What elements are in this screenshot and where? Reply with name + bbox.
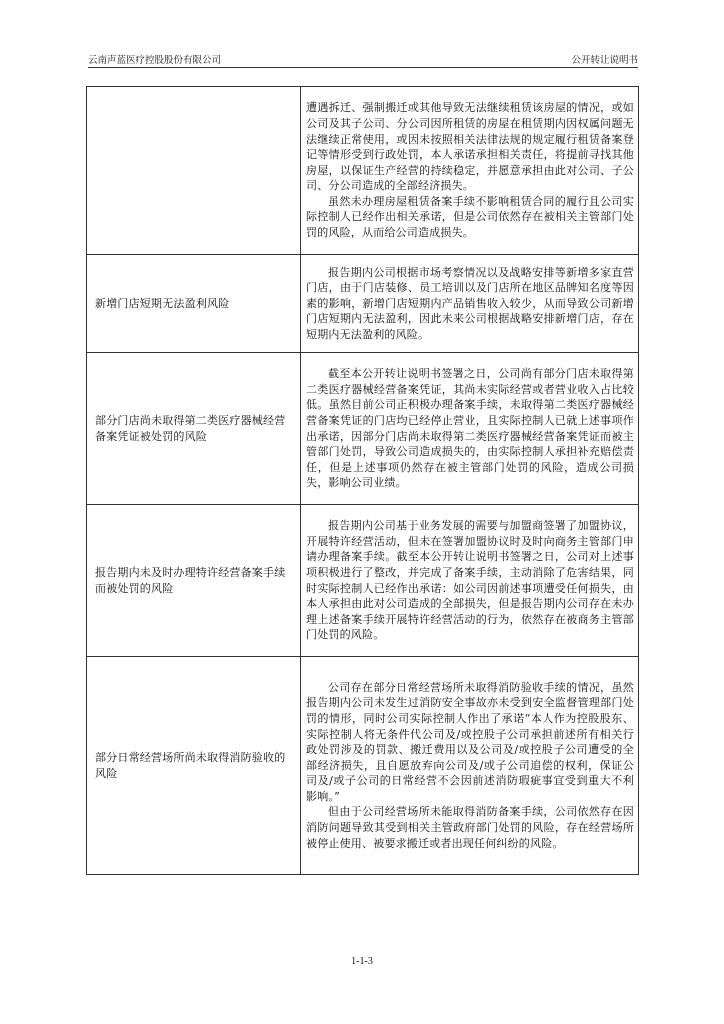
risk-description-paragraph: 报告期内公司基于业务发展的需要与加盟商签署了加盟协议，开展特许经营活动，但未在签署加盟协议时及时向商务主管部门申请办理备案手续。截至本公开转让说明书签署之日，公司对上述事项积极进行了整改，并完成了备案手续，主动消除了危害结果，同时实际控制人已经作出承诺：如公司因前述事项遭受任何损失，由本人承担由此对公司造成的全部损失，但是报告期内公司存在未办理上述备案手续开展特许经营活动的行为，依然存在被商务主管部门处罚的风险。 bbox=[306, 519, 634, 642]
header-divider bbox=[88, 67, 638, 68]
risk-name-cell: 部分门店尚未取得第二类医疗器械经营备案凭证被处罚的风险 bbox=[87, 353, 301, 505]
table-row bbox=[87, 87, 639, 255]
page-number: 1-1-3 bbox=[351, 956, 373, 967]
risk-name-cell: 部分日常经营场所尚未取得消防验收的风险 bbox=[87, 657, 301, 875]
risk-table bbox=[86, 86, 639, 875]
table-row bbox=[87, 353, 639, 505]
risk-description-cell bbox=[301, 505, 639, 657]
risk-description-paragraph: 虽然未办理房屋租赁备案手续不影响租赁合同的履行且公司实际控制人已经作出相关承诺，但是公司依然存在被相关主管部门处罚的风险，从而给公司造成损失。 bbox=[306, 194, 634, 240]
risk-description-paragraph: 但由于公司经营场所未能取得消防备案手续，公司依然存在因消防问题导致其受到相关主管政府部门处罚的风险，存在经营场所被停止使用、被要求搬迁或者出现任何纠纷的风险。 bbox=[306, 805, 634, 850]
risk-description-paragraph: 报告期内公司根据市场考察情况以及战略安排等新增多家直营门店，由于门店装修、员工培训以及门店所在地区品牌知名度等因素的影响，新增门店短期内产品销售收入较少，从而导致公司新增门店短期内无法盈利，因此未来公司根据战略安排新增门店，存在短期内无法盈利的风险。 bbox=[306, 265, 634, 341]
risk-description-paragraph: 公司存在部分日常经营场所未取得消防验收手续的情况，虽然报告期内公司未发生过消防安全事故亦未受到安全监督管理部门处罚的情形，同时公司实际控制人作出了承诺“本人作为控股股东、实际控制人将无条件代公司及/或控股子公司承担前述所有相关行政处罚涉及的罚款、搬迁费用以及公司及/或控股子公司遭受的全部经济损失，且自愿放弃向公司及/或子公司追偿的权利，保证公司及/或子公司的日常经营不会因前述消防瑕疵事宜受到重大不利影响。” bbox=[306, 680, 634, 803]
risk-description-paragraph: 遭遇拆迁、强制搬迁或其他导致无法继续租赁该房屋的情况，或如公司及其子公司、分公司因所租赁的房屋在租赁期内因权属问题无法继续正常使用，或因未按照相关法律法规的规定履行租赁备案登记等情形受到行政处罚，本人承诺承担相关责任，将提前寻找其他房屋，以保证生产经营的持续稳定，并愿意承担由此对公司、子公司、分公司造成的全部经济损失。 bbox=[306, 101, 634, 193]
header-document-title: 公开转让说明书 bbox=[571, 55, 638, 66]
risk-description-paragraph: 截至本公开转让说明书签署之日，公司尚有部分门店未取得第二类医疗器械经营备案凭证，其尚未实际经营或者营业收入占比较低。虽然目前公司正积极办理备案手续，未取得第二类医疗器械经营备案凭证的门店均已经停止营业，且实际控制人已就上述事项作出承诺，因部分门店尚未取得第二类医疗器械经营备案凭证而被主管部门处罚，导致公司造成损失的，由实际控制人承担补充赔偿责任，但是上述事项仍然存在被主管部门处罚的风险，造成公司损失，影响公司业绩。 bbox=[306, 367, 634, 490]
table-row bbox=[87, 505, 639, 657]
risk-description-cell bbox=[301, 87, 639, 255]
risk-description-cell bbox=[301, 353, 639, 505]
table-row bbox=[87, 255, 639, 353]
risk-description-cell bbox=[301, 657, 639, 875]
risk-name-cell: 报告期内未及时办理特许经营备案手续而被处罚的风险 bbox=[87, 505, 301, 657]
risk-name-cell bbox=[87, 87, 301, 255]
table-row bbox=[87, 657, 639, 875]
risk-name-cell: 新增门店短期无法盈利风险 bbox=[87, 255, 301, 353]
header-company-name: 云南声蓝医疗控股股份有限公司 bbox=[88, 55, 222, 66]
page-header bbox=[88, 52, 638, 68]
risk-description-cell bbox=[301, 255, 639, 353]
